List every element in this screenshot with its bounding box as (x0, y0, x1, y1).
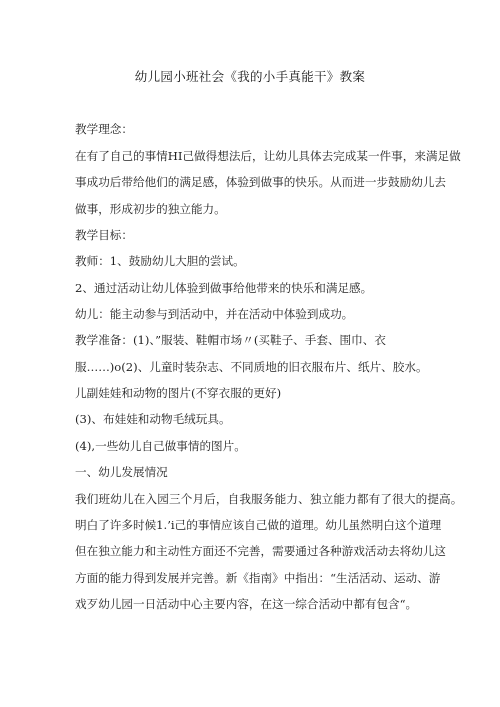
text-line: 教学理念： (75, 122, 133, 136)
text-line: 做事，形成初步的独立能力。 (75, 202, 226, 216)
text-line: 2、通过活动让幼儿体验到做事给他带来的快乐和满足感。 (75, 281, 373, 295)
text-line: 但在独立能力和主动性方面还不完善，需要通过各种游戏活动去将幼儿这 (75, 544, 447, 558)
text-line: 明白了许多时候1.’i己的事情应该自己做的道理。幼儿虽然明白这个道理 (75, 518, 442, 532)
text-line: 教学目标： (75, 228, 133, 242)
text-line: 方面的能力得到发展并完善。新《指南》中指出：“生活活动、运动、游 (75, 571, 441, 585)
section-heading: 一、幼儿发展情况 (75, 465, 168, 479)
text-line: 我们班幼儿在入园三个月后，自我服务能力、独立能力都有了很大的提高。 (75, 492, 463, 506)
text-line: 幼儿：能主动参与到活动中，并在活动中体验到成功。 (75, 307, 354, 321)
text-line: 事成功后带给他们的满足感，体验到做事的快乐。从而进一步鼓励幼儿去 (75, 175, 447, 189)
text-line: (4),一些幼儿自己做事情的图片。 (75, 439, 246, 453)
text-line: 教师：1、鼓励幼儿大胆的尝试。 (75, 254, 245, 268)
text-line: (3)、布娃娃和动物毛绒玩具。 (75, 412, 231, 426)
text-line: 服……)o(2)、儿童时装杂志、不同质地的旧衣服布片、纸片、胶水。 (75, 360, 428, 374)
text-line: 教学准备：(1)、”服装、鞋帽市场〃(买鞋子、手套、围巾、衣 (75, 333, 386, 347)
text-line: 在有了自己的事情HI己做得想法后，让幼儿具体去完成某一件事，来满足做 (75, 149, 461, 163)
text-line: 儿副娃娃和动物的图片(不穿衣服的更好) (75, 386, 282, 400)
text-line: 戏歹幼儿园一日活动中心主要内容，在这一综合活动中都有包含“。 (75, 597, 418, 611)
document-title: 幼儿园小班社会《我的小手真能干》教案 (134, 69, 366, 84)
